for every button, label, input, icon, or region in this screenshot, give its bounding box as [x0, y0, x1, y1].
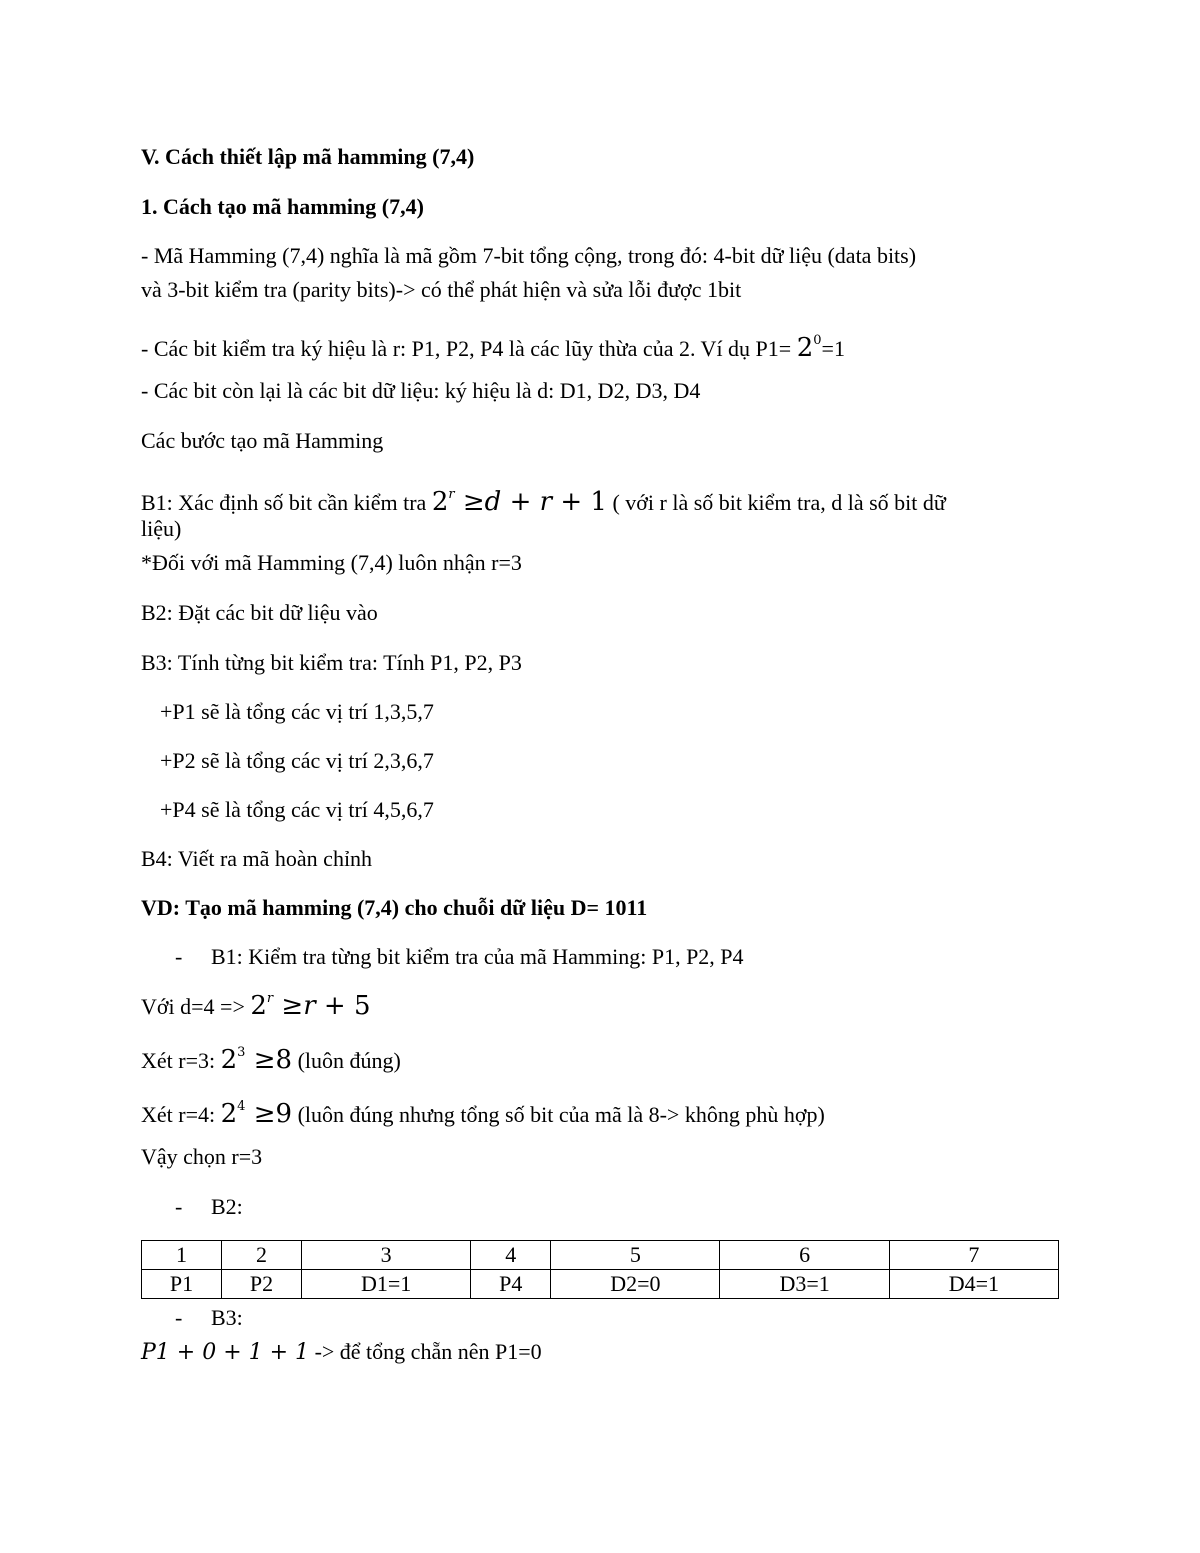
data-bits-line: - Các bit còn lại là các bit dữ liệu: ký hiệu là d: D1, D2, D3, D4 [141, 378, 701, 403]
bullet-dash: - [175, 944, 183, 969]
final-line [141, 1337, 542, 1368]
example-b3: - B3: [141, 1303, 243, 1333]
b1-inequality: 2$^r$ ≥d + r + 1 [431, 487, 607, 517]
table-cell: 7 [889, 1241, 1058, 1270]
section-heading: V. Cách thiết lập mã hamming (7,4) [141, 144, 475, 169]
check-r3-math: $2^3 \ge 8$ [220, 1045, 293, 1075]
bullet-dash: - [175, 1194, 183, 1219]
check-r4-math: $2^4 \ge 9$ [220, 1099, 293, 1129]
step-b1-line [141, 480, 946, 518]
sub-heading: 1. Cách tạo mã hamming (7,4) [141, 194, 424, 219]
final-tail: -> để tổng chẵn nên P1=0 [314, 1339, 542, 1364]
hamming-position-table [141, 1240, 1059, 1299]
with-d-inequality: 2$^r$ ≥r + 5 [250, 991, 371, 1021]
table-cell: P4 [471, 1270, 551, 1299]
intro-line-1: - Mã Hamming (7,4) nghĩa là mã gồm 7-bit tổng cộng, trong đó: 4-bit dữ liệu (data bits) [141, 243, 917, 268]
parity-math-tail: =1 [821, 336, 845, 361]
note-r3: *Đối với mã Hamming (7,4) luôn nhận r=3 [141, 550, 522, 575]
b1-tail: ( với r là số bit kiểm tra, d là số bit dữ [612, 490, 946, 515]
intro-line-2: và 3-bit kiểm tra (parity bits)-> có thể phát hiện và sửa lỗi được 1bit [141, 277, 742, 302]
parity-bits-line [141, 326, 845, 364]
table-cell: 5 [551, 1241, 720, 1270]
table-cell: D3=1 [720, 1270, 889, 1299]
example-b2: - B2: [141, 1192, 243, 1222]
table-cell: 6 [720, 1241, 889, 1270]
p4-rule: +P4 sẽ là tổng các vị trí 4,5,6,7 [160, 797, 434, 822]
parity-math: $2^0$ [796, 333, 822, 363]
example-title: VD: Tạo mã hamming (7,4) cho chuỗi dữ liệu D= 1011 [141, 895, 648, 920]
steps-title: Các bước tạo mã Hamming [141, 428, 384, 453]
example-b1: - B1: Kiểm tra từng bit kiểm tra của mã Hamming: P1, P2, P4 [141, 942, 744, 972]
table-cell: D2=0 [551, 1270, 720, 1299]
table-cell: D1=1 [302, 1270, 471, 1299]
check-r3-line: Xét r=3: $2^3 \ge 8$ (luôn đúng) [141, 1045, 401, 1075]
p1-rule: +P1 sẽ là tổng các vị trí 1,3,5,7 [160, 699, 434, 724]
table-cell: P1 [142, 1270, 222, 1299]
with-d-line: Với d=4 => 2$^r$ ≥r + 5 [141, 991, 371, 1021]
p2-rule: +P2 sẽ là tổng các vị trí 2,3,6,7 [160, 748, 434, 773]
check-r4-line: Xét r=4: $2^4 \ge 9$ (luôn đúng nhưng tổng số bit của mã là 8-> không phù hợp) [141, 1099, 825, 1129]
step-b2: B2: Đặt các bit dữ liệu vào [141, 600, 378, 625]
table-cell: 4 [471, 1241, 551, 1270]
table-cell: P2 [222, 1270, 302, 1299]
table-cell: 3 [302, 1241, 471, 1270]
step-b4: B4: Viết ra mã hoàn chỉnh [141, 846, 373, 871]
step-b3: B3: Tính từng bit kiểm tra: Tính P1, P2, P3 [141, 650, 522, 675]
choose-r: Vậy chọn r=3 [141, 1144, 263, 1169]
table-row-bits [142, 1270, 1059, 1299]
table-cell: 2 [222, 1241, 302, 1270]
table-row-positions [142, 1241, 1059, 1270]
final-math: P1 + 0 + 1 + 1 [141, 1340, 310, 1365]
bullet-dash: - [175, 1305, 183, 1330]
table-cell: 1 [142, 1241, 222, 1270]
table-cell: D4=1 [889, 1270, 1058, 1299]
b1-text: B1: Xác định số bit cần kiểm tra [141, 490, 427, 515]
parity-text: - Các bit kiểm tra ký hiệu là r: P1, P2, P4 là các lũy thừa của 2. Ví dụ P1= [141, 336, 792, 361]
b1-tail-2: liệu) [141, 516, 182, 541]
